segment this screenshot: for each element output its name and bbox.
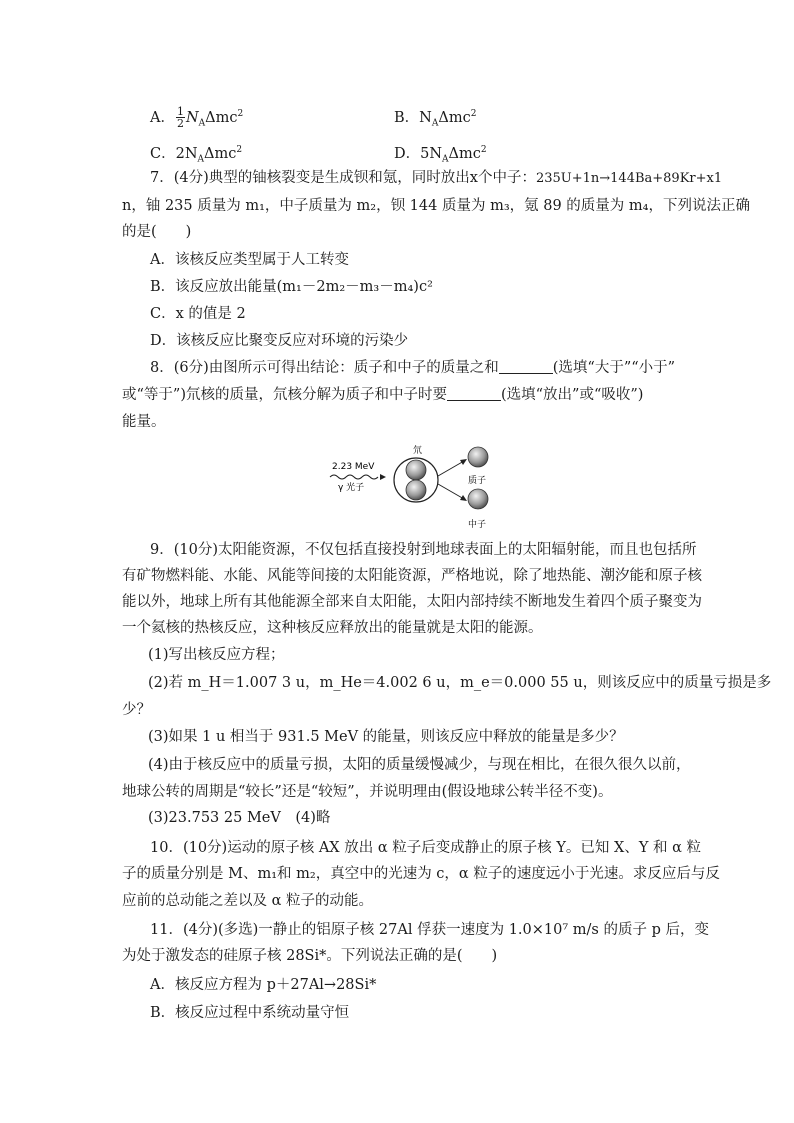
q10-stem-line3: 应前的总动能之差以及 α 粒子的动能。	[122, 893, 374, 909]
superscript: 2	[470, 109, 477, 119]
subscript: A	[442, 154, 449, 165]
q8-stem-line1	[150, 358, 675, 378]
q7-option-a: A．该核反应类型属于人工转变	[150, 252, 349, 268]
option-label: A．	[150, 109, 175, 126]
q9-sub1: (1)写出核反应方程；	[148, 647, 285, 663]
question-text: (选填“放出”或“吸收”)	[500, 387, 644, 403]
q6-option-d	[394, 140, 487, 170]
answer-blank[interactable]	[499, 359, 553, 374]
fraction-denominator: 2	[176, 117, 184, 131]
subscript: A	[197, 154, 205, 165]
formula-text: Δmc	[448, 145, 481, 162]
nuclear-equation: 235U+1n→144Ba+89Kr+x1	[535, 171, 723, 186]
q11-option-a: A．核反应方程为 p＋27Al→28Si*	[150, 977, 377, 993]
q7-option-d: D．该核反应比聚变反应对环境的污染少	[150, 333, 409, 349]
q9-sub3: (3)如果 1 u 相当于 931.5 MeV 的能量，则该反应中释放的能量是多少？	[148, 729, 624, 745]
q9-sub2: (2)若 m_H＝1.007 3 u，m_He＝4.002 6 u，m_e＝0.000 55 u，则该反应中的质量亏损是多	[148, 675, 772, 691]
deuteron-label: 氘	[413, 446, 423, 456]
q6-option-c	[150, 140, 242, 170]
superscript: 2	[236, 145, 243, 155]
arrow-to-proton	[438, 461, 464, 476]
formula-text: Δmc	[438, 109, 471, 126]
fraction-numerator: 1	[176, 105, 184, 119]
option-text: D．5N	[394, 145, 443, 162]
neutron-label: 中子	[468, 520, 487, 529]
answer-blank[interactable]	[447, 386, 501, 401]
arrow-head-icon	[380, 474, 386, 480]
q8-stem-line2	[122, 385, 643, 405]
q7-option-b: B．该反应放出能量(m₁－2m₂－m₃－m₄)c²	[150, 279, 433, 295]
superscript: 2	[237, 109, 244, 119]
proton-label: 质子	[468, 476, 487, 486]
option-text: B．N	[394, 109, 432, 126]
q11-option-b: B．核反应过程中系统动量守恒	[150, 1005, 350, 1021]
question-text: 或“等于”)氘核的质量，氘核分解为质子和中子时要	[122, 387, 447, 403]
arrow-head-icon	[460, 459, 467, 465]
deuteron-split-figure	[322, 443, 502, 529]
subscript: A	[431, 118, 439, 129]
photon-energy-label: 2.23 MeV	[332, 462, 375, 472]
q8-stem-line3: 能量。	[122, 414, 166, 430]
subscript: A	[198, 118, 206, 129]
q10-stem-line2: 子的质量分别是 M、m₁和 m₂，真空中的光速为 c，α 粒子的速度远小于光速。求反应后与反	[122, 866, 720, 882]
photon-wave	[330, 475, 378, 479]
q10-stem-line1: 10．(10分)运动的原子核 AX 放出 α 粒子后变成静止的原子核 Y。已知 X、Y 和 α 粒	[150, 840, 702, 856]
q7-stem-line3: 的是( )	[122, 224, 192, 240]
proton-ball-in-deuteron	[406, 460, 426, 480]
q9-sub2-cont: 少？	[122, 702, 151, 718]
q9-stem-line3: 能以外，地球上所有其他能源全部来自太阳能，太阳内部持续不断地发生着四个质子聚变为	[122, 594, 702, 610]
neutron-ball-in-deuteron	[406, 480, 426, 500]
q9-stem-line2: 有矿物燃料能、水能、风能等间接的太阳能资源，严格地说，除了地热能、潮汐能和原子核	[122, 568, 702, 584]
neutron-ball	[468, 489, 488, 509]
q7-option-c: C．x 的值是 2	[150, 306, 246, 322]
formula-text: Δmc	[205, 109, 238, 126]
arrow-head-icon	[460, 495, 467, 501]
q11-stem-line2: 为处于激发态的硅原子核 28Si*。下列说法正确的是( )	[122, 948, 498, 964]
question-text: 8．(6分)由图所示可得出结论：质子和中子的质量之和	[150, 360, 499, 376]
superscript: 2	[480, 145, 487, 155]
q9-answer: (3)23.753 25 MeV (4)略	[148, 810, 331, 826]
arrow-to-neutron	[438, 484, 464, 499]
question-text: (选填“大于”“小于”	[552, 360, 676, 376]
avogadro-symbol: N	[185, 109, 199, 126]
fraction	[176, 106, 185, 129]
gamma-photon-label: γ 光子	[338, 483, 365, 493]
question-text: 7．(4分)典型的铀核裂变是生成钡和氪，同时放出x个中子：	[150, 170, 536, 186]
option-text: C．2N	[150, 145, 198, 162]
q7-stem-line2: n，铀 235 质量为 m₁，中子质量为 m₂，钡 144 质量为 m₃，氪 89 的质量为 m₄，下列说法正确	[122, 198, 750, 214]
q11-stem-line1: 11．(4分)(多选)一静止的铝原子核 27Al 俘获一速度为 1.0×10⁷ m/s 的质子 p 后，变	[150, 922, 709, 938]
formula-text: Δmc	[204, 145, 237, 162]
q6-option-a	[150, 104, 243, 134]
q9-sub4: (4)由于核反应中的质量亏损，太阳的质量缓慢减少，与现在相比，在很久很久以前，	[148, 757, 691, 773]
q9-stem-line4: 一个氦核的热核反应，这种核反应释放出的能量就是太阳的能源。	[122, 620, 543, 636]
q9-stem-line1: 9．(10分)太阳能资源，不仅包括直接投射到地球表面上的太阳辐射能，而且也包括所	[150, 542, 697, 558]
q6-option-b	[394, 104, 476, 134]
q9-sub4-cont: 地球公转的周期是“较长”还是“较短”，并说明理由(假设地球公转半径不变)。	[122, 784, 613, 800]
proton-ball	[468, 447, 488, 467]
q7-stem-line1	[150, 168, 722, 189]
